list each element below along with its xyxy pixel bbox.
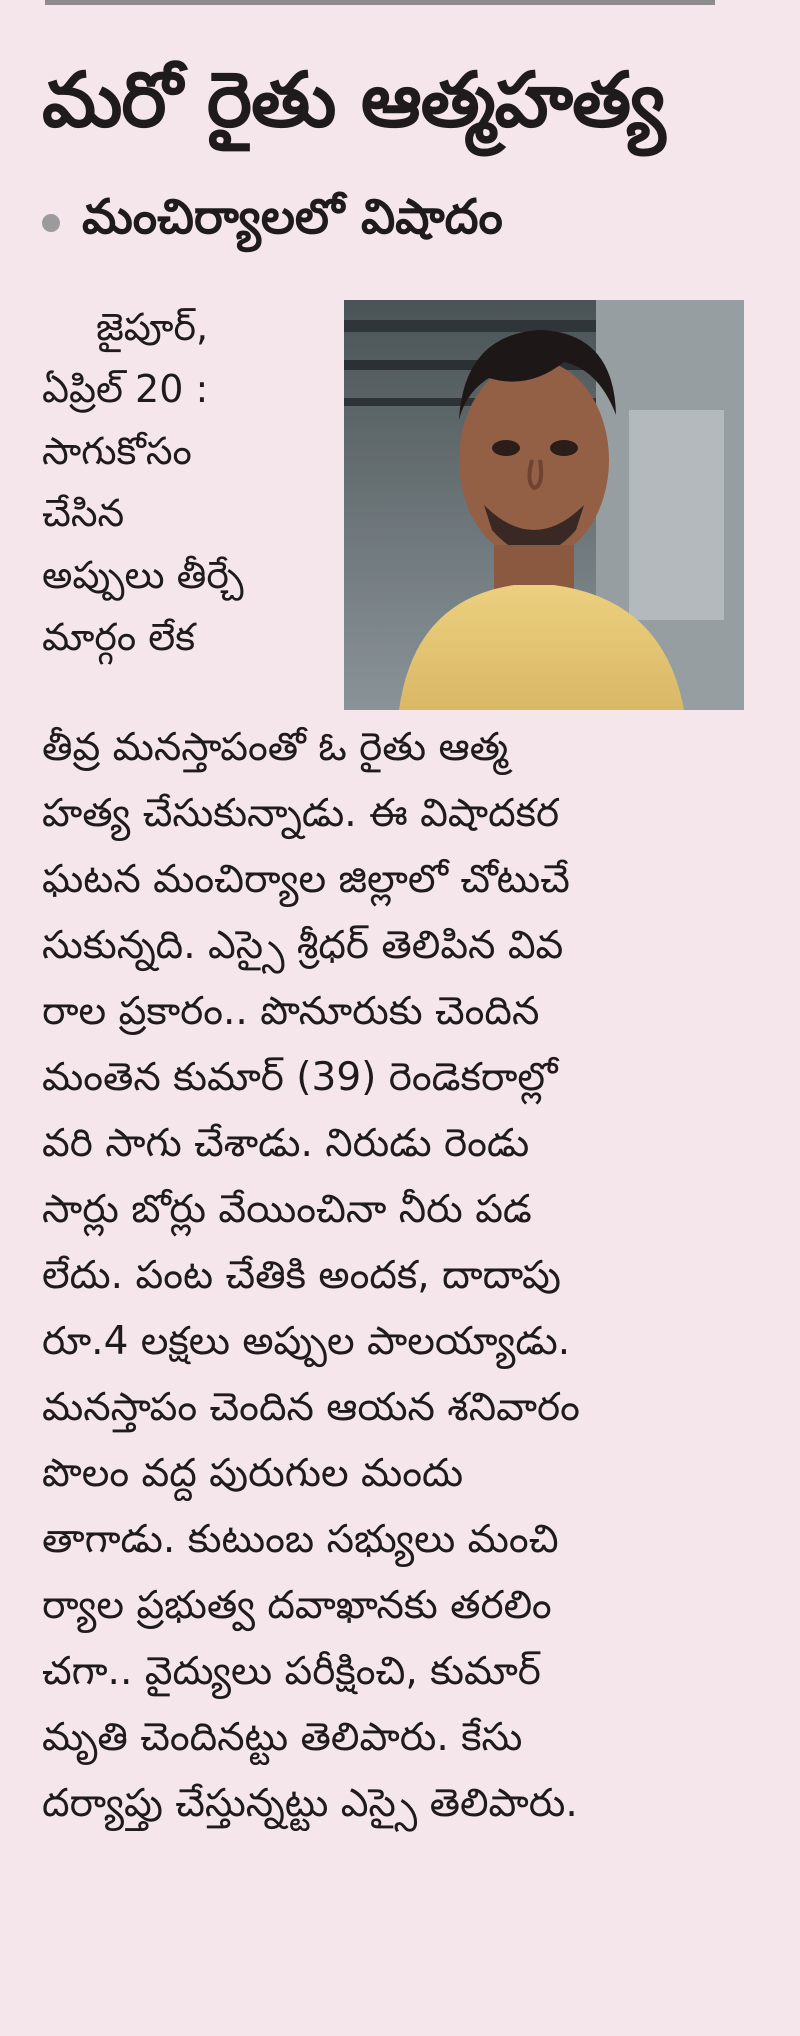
body-line: మనస్తాపం చెందిన ఆయన శనివారం xyxy=(42,1385,580,1430)
subheading xyxy=(42,188,682,258)
subheading-text: మంచిర్యాలలో విషాదం xyxy=(82,189,503,245)
farmer-photo xyxy=(344,300,744,710)
intro-line: సాగుకోసం xyxy=(42,429,192,473)
headline: మరో రైతు ఆత్మహత్య xyxy=(42,55,665,144)
body-line: రాల ప్రకారం.. పొనూరుకు చెందిన xyxy=(42,989,540,1034)
body-line: సార్లు బోర్లు వేయించినా నీరు పడ xyxy=(42,1187,532,1232)
dateline-line-1: జైపూర్, xyxy=(96,305,209,349)
body-line: పొలం వద్ద పురుగుల మందు xyxy=(42,1451,464,1496)
body-line: మంతెన కుమార్ (39) రెండెకరాల్లో xyxy=(42,1055,558,1100)
body-line: తాగాడు. కుటుంబ సభ్యులు మంచి xyxy=(42,1517,559,1562)
dateline-line-2: ఏప్రిల్ 20 : xyxy=(42,367,209,411)
dateline-and-intro xyxy=(42,296,332,668)
intro-line: చేసిన xyxy=(42,491,125,535)
body-line: ఘటన మంచిర్యాల జిల్లాలో చోటుచే xyxy=(42,857,570,902)
intro-line: మార్గం లేక xyxy=(42,615,196,659)
body-line: సుకున్నది. ఎస్సై శ్రీధర్ తెలిపిన వివ xyxy=(42,923,564,968)
intro-line: అప్పులు తీర్చే xyxy=(42,553,244,597)
article-body xyxy=(42,715,746,1837)
body-line: మృతి చెందినట్టు తెలిపారు. కేసు xyxy=(42,1715,523,1760)
top-rule xyxy=(45,0,715,5)
body-line: రూ.4 లక్షలు అప్పుల పాలయ్యాడు. xyxy=(42,1319,571,1364)
body-line: హత్య చేసుకున్నాడు. ఈ విషాదకర xyxy=(42,791,560,836)
body-line: దర్యాప్తు చేస్తున్నట్టు ఎస్సై తెలిపారు. xyxy=(42,1781,578,1826)
body-line: ర్యాల ప్రభుత్వ దవాఖానకు తరలిం xyxy=(42,1583,552,1628)
body-line: వరి సాగు చేశాడు. నిరుడు రెండు xyxy=(42,1121,530,1166)
body-line: చగా.. వైద్యులు పరీక్షించి, కుమార్ xyxy=(42,1649,541,1694)
body-line: లేదు. పంట చేతికి అందక, దాదాపు xyxy=(42,1253,561,1298)
body-line: తీవ్ర మనస్తాపంతో ఓ రైతు ఆత్మ xyxy=(42,725,509,770)
bullet-icon xyxy=(42,214,60,232)
